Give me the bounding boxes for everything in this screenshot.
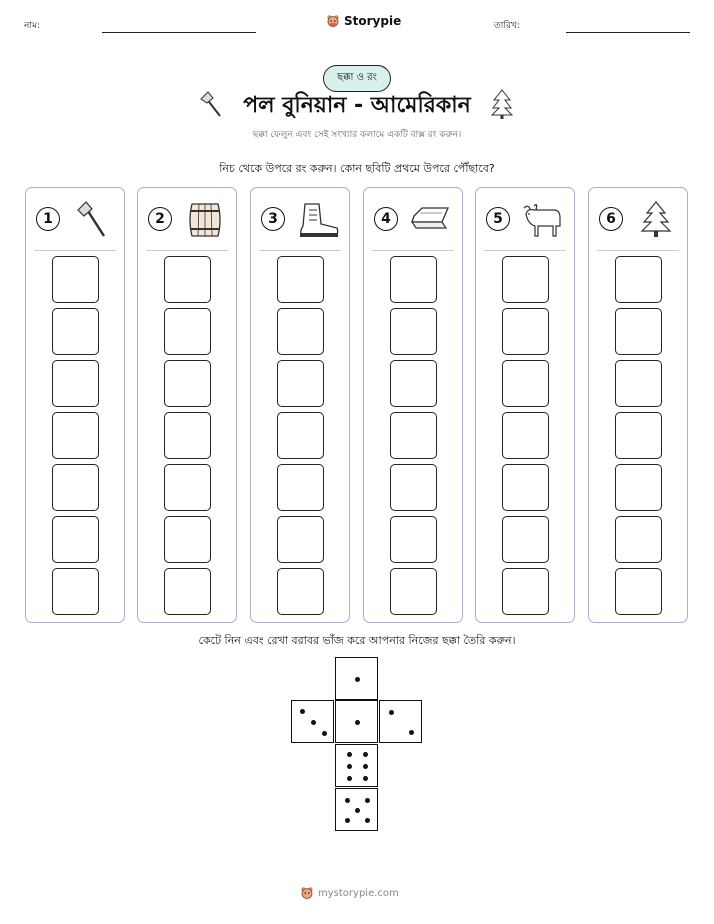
dice-pip: [345, 798, 350, 803]
column-header: [476, 188, 574, 250]
color-box[interactable]: [502, 464, 549, 511]
barrel-icon: [182, 200, 228, 240]
column-divider: [34, 250, 116, 251]
footer: [300, 886, 414, 900]
dice-pip: [347, 776, 352, 781]
color-box[interactable]: [615, 464, 662, 511]
dice-pip: [365, 818, 370, 823]
color-box[interactable]: [164, 464, 211, 511]
brand-name: Storypie: [344, 14, 402, 28]
page-title: পল বুনিয়ান - আমেরিকান: [243, 93, 471, 118]
column-number: 6: [599, 207, 623, 231]
dice-pip: [355, 677, 360, 682]
dice-face: [335, 700, 378, 743]
color-box[interactable]: [502, 360, 549, 407]
pan-icon: [408, 200, 454, 240]
dice-pip: [345, 818, 350, 823]
color-box[interactable]: [390, 308, 437, 355]
column-3: [250, 187, 350, 623]
dice-pip: [347, 764, 352, 769]
column-header: [26, 188, 124, 250]
color-box[interactable]: [52, 412, 99, 459]
color-box[interactable]: [390, 360, 437, 407]
column-number: 1: [36, 207, 60, 231]
color-box[interactable]: [502, 568, 549, 615]
color-box[interactable]: [52, 516, 99, 563]
column-2: [137, 187, 237, 623]
column-header: [138, 188, 236, 250]
column-4: [363, 187, 463, 623]
color-box[interactable]: [164, 360, 211, 407]
cut-instruction: কেটে নিন এবং রেখা বরাবর ভাঁজ করে আপনার নিজের ছক্কা তৈরি করুন।: [198, 634, 516, 647]
column-5: [475, 187, 575, 623]
dice-pip: [365, 798, 370, 803]
color-box[interactable]: [502, 308, 549, 355]
color-box[interactable]: [615, 256, 662, 303]
name-field[interactable]: [102, 32, 256, 33]
column-header: [364, 188, 462, 250]
color-box[interactable]: [277, 360, 324, 407]
dice-face: [291, 700, 334, 743]
column-divider: [484, 250, 566, 251]
date-field[interactable]: [566, 32, 690, 33]
color-box[interactable]: [615, 516, 662, 563]
dice-pip: [363, 764, 368, 769]
color-box[interactable]: [390, 464, 437, 511]
color-box[interactable]: [164, 516, 211, 563]
color-box[interactable]: [390, 568, 437, 615]
color-box[interactable]: [502, 412, 549, 459]
column-divider: [372, 250, 454, 251]
bear-footer-icon: [300, 886, 314, 900]
color-box[interactable]: [390, 412, 437, 459]
color-box[interactable]: [277, 568, 324, 615]
color-box[interactable]: [502, 256, 549, 303]
column-divider: [259, 250, 341, 251]
footer-url: mystorypie.com: [318, 887, 399, 899]
color-box[interactable]: [502, 516, 549, 563]
dice-pip: [355, 808, 360, 813]
dice-face: [379, 700, 422, 743]
subtitle: ছক্কা ফেলুন এবং সেই সংখ্যার কলামে একটি বাক্স রং করুন।: [252, 130, 462, 140]
color-box[interactable]: [390, 516, 437, 563]
column-header: [251, 188, 349, 250]
column-number: 5: [486, 207, 510, 231]
dice-pip: [389, 710, 394, 715]
axe-icon: [70, 200, 116, 240]
color-box[interactable]: [277, 464, 324, 511]
color-box[interactable]: [52, 360, 99, 407]
instruction-text: নিচ থেকে উপরে রং করুন। কোন ছবিটি প্রথমে উপরে পৌঁছাবে?: [219, 162, 495, 175]
column-divider: [597, 250, 679, 251]
color-box[interactable]: [615, 308, 662, 355]
color-box[interactable]: [164, 308, 211, 355]
bear-logo-icon: [326, 14, 340, 28]
color-box[interactable]: [164, 256, 211, 303]
dice-face: [335, 744, 378, 787]
dice-pip: [300, 709, 305, 714]
pine-tree-icon: [490, 88, 514, 120]
dice-face: [335, 657, 378, 700]
color-box[interactable]: [277, 308, 324, 355]
column-1: [25, 187, 125, 623]
color-box[interactable]: [390, 256, 437, 303]
dice-pip: [311, 720, 316, 725]
column-number: 2: [148, 207, 172, 231]
column-6: [588, 187, 688, 623]
dice-pip: [409, 730, 414, 735]
pine-tree-icon: [633, 200, 679, 240]
date-label: তারিখ:: [494, 21, 520, 31]
dice-pip: [322, 731, 327, 736]
dice-pip: [347, 752, 352, 757]
color-box[interactable]: [277, 256, 324, 303]
color-box[interactable]: [164, 412, 211, 459]
color-box[interactable]: [615, 568, 662, 615]
dice-pip: [363, 752, 368, 757]
color-box[interactable]: [164, 568, 211, 615]
brand-logo: [326, 14, 401, 28]
ox-icon: [520, 200, 566, 240]
color-box[interactable]: [277, 412, 324, 459]
color-box[interactable]: [52, 464, 99, 511]
dice-pip: [363, 776, 368, 781]
name-label: নাম:: [24, 21, 41, 31]
category-badge: ছক্কা ও রং: [323, 65, 391, 92]
dice-pip: [355, 720, 360, 725]
dice-face: [335, 788, 378, 831]
color-box[interactable]: [277, 516, 324, 563]
color-box[interactable]: [52, 308, 99, 355]
column-number: 3: [261, 207, 285, 231]
boot-icon: [295, 200, 341, 240]
color-box[interactable]: [52, 568, 99, 615]
column-header: [589, 188, 687, 250]
column-divider: [146, 250, 228, 251]
color-box[interactable]: [615, 412, 662, 459]
color-box[interactable]: [615, 360, 662, 407]
column-number: 4: [374, 207, 398, 231]
color-box[interactable]: [52, 256, 99, 303]
